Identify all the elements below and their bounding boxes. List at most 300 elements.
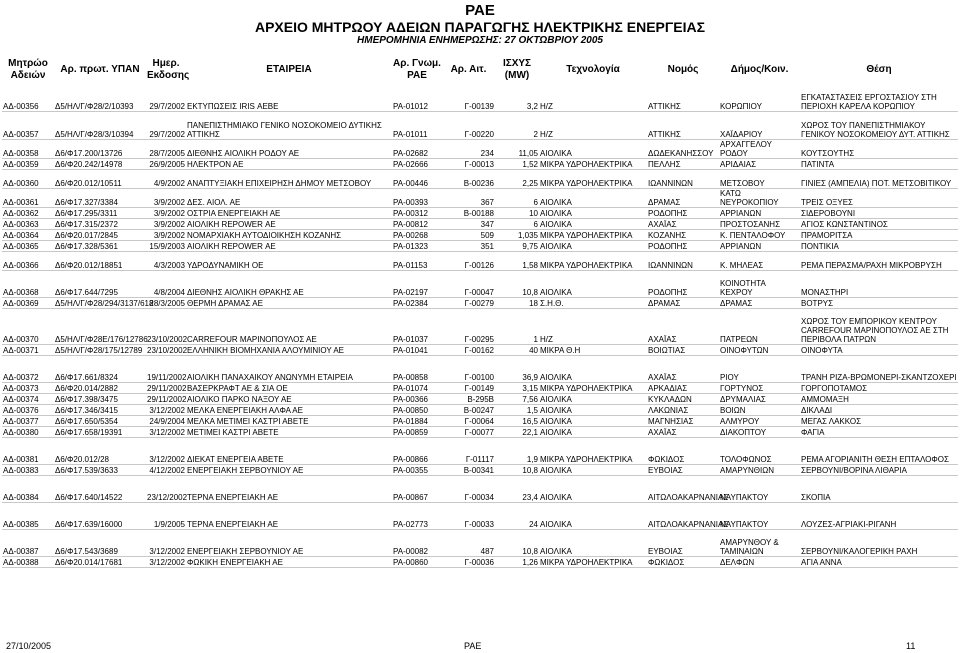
spacer-cell — [186, 309, 392, 318]
cell-date: 29/11/2002 — [147, 384, 187, 393]
cell-app: Γ-00077 — [442, 427, 495, 438]
cell-mw: 6 — [495, 189, 539, 208]
spacer-cell — [146, 309, 186, 318]
cell-company: ΗΛΕΚΤΡΟΝ ΑΕ — [186, 159, 392, 170]
cell-date: 4/3/2003 — [146, 260, 186, 271]
spacer-cell — [539, 503, 647, 512]
page-subtitle: ΑΡΧΕΙΟ ΜΗΤΡΩΟΥ ΑΔΕΙΩΝ ΠΑΡΑΓΩΓΗΣ ΗΛΕΚΤΡΙΚΗΣ ΕΝΕΡΓΕΙΑΣ — [254, 19, 706, 35]
cell-date: 4/9/2002 — [146, 170, 186, 189]
spacer-cell — [539, 438, 647, 447]
table-row — [2, 538, 958, 557]
cell-mw: 10 — [495, 208, 539, 219]
cell-app: Β-00188 — [442, 208, 495, 219]
cell-tech: ΜΙΚΡΑ ΥΔΡΟΗΛΕΚΤΡΙΚΑ — [539, 383, 647, 394]
cell-app: Γ-00033 — [442, 511, 495, 530]
spacer-cell — [800, 356, 958, 365]
cell-tech: ΜΙΚΡΑ ΥΔΡΟΗΛΕΚΤΡΙΚΑ — [539, 260, 647, 271]
cell-reg: ΑΔ-00368 — [2, 279, 54, 298]
cell-loc: ΜΟΝΑΣΤΗΡΙ — [800, 279, 958, 298]
cell-tech: Η/Ζ — [539, 112, 647, 140]
spacer-cell — [800, 503, 958, 512]
cell-mun: ΧΑΪΔΑΡΙΟΥ — [719, 112, 800, 140]
cell-opinion: ΡΑ-00446 — [392, 170, 442, 189]
cell-date: 3/12/2002 — [146, 538, 186, 557]
table-row — [2, 208, 958, 219]
spacer-cell — [186, 530, 392, 539]
footer-date: 27/10/2005 — [6, 641, 52, 651]
cell-proto: Δ6/Φ17.295/3311 — [54, 208, 146, 219]
cell-date: 23/10/2002 — [146, 317, 186, 345]
cell-loc: ΑΓΙΑ ΑΝΝΑ — [800, 557, 958, 568]
cell-loc: ΦΑΓΙΑ — [800, 427, 958, 438]
spacer-cell — [186, 356, 392, 365]
cell-company: ΑΙΟΛΙΚΟ ΠΑΡΚΟ ΝΑΞΟΥ ΑΕ — [186, 394, 392, 405]
spacer-cell — [495, 309, 539, 318]
cell-app: Γ-00034 — [442, 484, 495, 503]
cell-reg: ΑΔ-00372 — [2, 364, 54, 383]
spacer-cell — [647, 309, 719, 318]
cell-loc: ΕΓΚΑΤΑΣΤΑΣΕΙΣ ΕΡΓΟΣΤΑΣΙΟΥ ΣΤΗ ΠΕΡΙΟΧΗ ΚΑΡΕΛΑ ΚΟΡΩΠΙΟΥ — [800, 93, 958, 112]
cell-app: Γ-00064 — [442, 416, 495, 427]
spacer-cell — [800, 309, 958, 318]
cell-tech: ΜΙΚΡΑ ΥΔΡΟΗΛΕΚΤΡΙΚΑ — [539, 159, 647, 170]
spacer-cell — [800, 438, 958, 447]
cell-proto: Δ6/Φ17.398/3475 — [54, 394, 146, 405]
cell-loc: ΠΑΤΙΝΤΑ — [800, 159, 958, 170]
cell-tech: ΜΙΚΡΑ ΥΔΡΟΗΛΕΚΤΡΙΚΑ — [539, 230, 647, 241]
spacer-cell — [647, 503, 719, 512]
cell-reg: ΑΔ-00374 — [2, 394, 54, 405]
cell-proto: Δ5/ΗΛ/Γ/Φ28/2/10393 — [54, 93, 146, 112]
table-row — [2, 279, 958, 298]
spacer-cell — [495, 503, 539, 512]
spacer-cell — [539, 271, 647, 280]
cell-proto: Δ6/Φ17.539/3633 — [54, 465, 146, 476]
cell-date: 4/12/2002 — [146, 465, 186, 476]
spacer-cell — [442, 438, 495, 447]
cell-mun: ΓΟΡΤΥΝΟΣ — [719, 383, 800, 394]
cell-proto: Δ6/Φ17.346/3415 — [54, 405, 146, 416]
cell-date: 28/7/2005 — [146, 140, 186, 159]
cell-mw: 3,15 — [495, 383, 539, 394]
cell-date: 3/9/2002 — [146, 230, 186, 241]
cell-proto: Δ6/Φ20.014/2882 — [54, 383, 146, 394]
spacer-cell — [442, 356, 495, 365]
cell-pref: ΑΙΤΩΛΟΑΚΑΡΝΑΝΙΑΣ — [647, 511, 719, 530]
cell-date: 29/11/2002 — [147, 395, 187, 404]
cell-proto: Δ6/Φ20.012/10511 — [54, 170, 146, 189]
cell-mun: ΒΟΙΩΝ — [719, 405, 800, 416]
cell-mw: 40 — [495, 345, 539, 356]
table-row — [2, 416, 958, 427]
cell-app: Γ-00100 — [442, 364, 495, 383]
spacer-cell — [2, 503, 54, 512]
cell-app: Γ-00279 — [442, 298, 495, 309]
cell-tech: ΑΙΟΛΙΚΑ — [539, 484, 647, 503]
spacer-cell — [442, 271, 495, 280]
cell-mw: 1,26 — [495, 557, 539, 568]
spacer-cell — [392, 309, 442, 318]
cell-opinion: ΡΑ-00393 — [392, 189, 442, 208]
cell-pref: ΡΟΔΟΠΗΣ — [647, 241, 719, 252]
spacer-cell — [539, 309, 647, 318]
spacer-cell — [495, 271, 539, 280]
cell-tech: ΜΙΚΡΑ ΥΔΡΟΗΛΕΚΤΡΙΚΑ — [539, 446, 647, 465]
spacer-cell — [186, 476, 392, 485]
cell-company: ΜΕΛΚΑ ΕΝΕΡΓΕΙΑΚΗ ΑΛΦΑ ΑΕ — [186, 405, 392, 416]
cell-opinion: ΡΑ-00082 — [392, 538, 442, 557]
cell-pref: ΑΡΚΑΔΙΑΣ — [647, 383, 719, 394]
spacer-cell — [186, 252, 392, 261]
cell-mun: ΑΡΧΑΓΓΕΛΟΥ ΡΟΔΟΥ — [719, 140, 800, 159]
spacer-cell — [392, 252, 442, 261]
spacer-cell — [392, 438, 442, 447]
col-opinion: Αρ. Γνωμ. ΡΑΕ — [393, 58, 441, 81]
cell-mun: ΑΡΡΙΑΝΩΝ — [719, 208, 800, 219]
cell-pref: ΚΥΚΛΑΔΩΝ — [647, 394, 719, 405]
cell-tech: ΑΙΟΛΙΚΑ — [539, 538, 647, 557]
cell-pref: ΙΩΑΝΝΙΝΩΝ — [647, 170, 719, 189]
table-row — [2, 405, 958, 416]
cell-company: ΦΩΚΙΚΗ ΕΝΕΡΓΕΙΑΚΗ ΑΕ — [186, 557, 392, 568]
cell-company: ΑΙΟΛΙΚΗ REPOWER ΑΕ — [186, 241, 392, 252]
cell-opinion: ΡΑ-01041 — [392, 345, 442, 356]
page-footer — [0, 641, 960, 653]
cell-proto: Δ6/Φ17.640/14522 — [54, 484, 146, 503]
cell-loc: ΑΓΙΟΣ ΚΩΝΣΤΑΝΤΙΝΟΣ — [800, 219, 958, 230]
cell-mw: 1,035 — [495, 230, 539, 241]
cell-tech: ΑΙΟΛΙΚΑ — [539, 189, 647, 208]
cell-mw: 24 — [495, 511, 539, 530]
spacer-cell — [495, 252, 539, 261]
cell-mun: ΤΟΛΟΦΩΝΟΣ — [719, 446, 800, 465]
cell-tech: ΑΙΟΛΙΚΑ — [539, 394, 647, 405]
cell-opinion: ΡΑ-01153 — [392, 260, 442, 271]
cell-opinion: ΡΑ-02666 — [392, 159, 442, 170]
cell-loc: ΚΟΥΤΣΟΥΤΗΣ — [800, 140, 958, 159]
spacer-cell — [539, 356, 647, 365]
cell-company: ΥΔΡΟΔΥΝΑΜΙΚΗ ΟΕ — [186, 260, 392, 271]
cell-proto: Δ6/Φ17.661/8324 — [54, 364, 146, 383]
spacer-cell — [539, 476, 647, 485]
cell-mun: ΚΟΡΩΠΙΟΥ — [719, 93, 800, 112]
cell-proto: Δ6/Φ17.315/2372 — [54, 219, 146, 230]
spacer-cell — [647, 530, 719, 539]
spacer-cell — [719, 503, 800, 512]
cell-pref: ΠΕΛΛΗΣ — [647, 159, 719, 170]
cell-mun: ΜΕΤΣΟΒΟΥ — [719, 170, 800, 189]
cell-app: Β-295Β — [442, 394, 495, 405]
cell-company: ΕΚΤΥΠΩΣΕΙΣ IRIS ΑΕΒΕ — [186, 93, 392, 112]
spacer-cell — [495, 530, 539, 539]
cell-reg: ΑΔ-00366 — [2, 260, 54, 271]
cell-pref: ΑΧΑΪΑΣ — [647, 219, 719, 230]
cell-loc: ΡΕΜΑ ΑΓΟΡΙΑΝΙΤΗ ΘΕΣΗ ΕΠΤΑΛΟΦΟΣ — [800, 446, 958, 465]
cell-loc: ΟΙΝΟΦΥΤΑ — [800, 345, 958, 356]
cell-pref: ΔΩΔΕΚΑΝΗΣΣΟΥ — [647, 140, 719, 159]
cell-pref: ΚΟΖΑΝΗΣ — [647, 230, 719, 241]
update-date: ΗΜΕΡΟΜΗΝΙΑ ΕΝΗΜΕΡΩΣΗΣ: 27 ΟΚΤΩΒΡΙΟΥ 2005 — [357, 35, 603, 46]
cell-mw: 10,8 — [495, 538, 539, 557]
cell-reg: ΑΔ-00362 — [2, 208, 54, 219]
cell-date: 1/9/2005 — [146, 511, 186, 530]
cell-reg: ΑΔ-00363 — [2, 219, 54, 230]
col-registry: Μητρώο Αδειών — [8, 58, 48, 81]
cell-proto: Δ6/Φ20.017/2845 — [54, 230, 146, 241]
cell-loc: ΔΙΚΛΑΔΙ — [800, 405, 958, 416]
col-power: ΙΣΧΥΣ (MW) — [502, 58, 532, 81]
cell-company: ΤΕΡΝΑ ΕΝΕΡΓΕΙΑΚΗ ΑΕ — [186, 484, 392, 503]
spacer-cell — [2, 476, 54, 485]
cell-date: 29/7/2002 — [146, 112, 186, 140]
cell-company: ΜΕΤΙΜΕΙ ΚΑΣΤΡΙ ΑΒΕΤΕ — [186, 427, 392, 438]
cell-mun: ΑΡΡΙΑΝΩΝ — [719, 241, 800, 252]
cell-opinion: ΡΑ-01323 — [392, 241, 442, 252]
cell-reg: ΑΔ-00387 — [2, 538, 54, 557]
cell-tech: ΑΙΟΛΙΚΑ — [539, 208, 647, 219]
table-row — [2, 159, 958, 170]
spacer-cell — [442, 476, 495, 485]
cell-date: 3/9/2002 — [146, 219, 186, 230]
cell-reg: ΑΔ-00380 — [2, 427, 54, 438]
cell-reg: ΑΔ-00361 — [2, 189, 54, 208]
cell-app: Β-00247 — [442, 405, 495, 416]
cell-mun: ΟΙΝΟΦΥΤΩΝ — [719, 345, 800, 356]
spacer-cell — [392, 530, 442, 539]
spacer-cell — [442, 309, 495, 318]
cell-proto: Δ6/Φ20.242/14978 — [54, 159, 146, 170]
cell-loc: ΣΚΟΠΙΑ — [800, 484, 958, 503]
cell-opinion: ΡΑ-00268 — [392, 230, 442, 241]
cell-company: ΑΝΑΠΤΥΞΙΑΚΗ ΕΠΙΧΕΙΡΗΣΗ ΔΗΜΟΥ ΜΕΤΣΟΒΟΥ — [186, 170, 392, 189]
cell-app: Γ-00036 — [442, 557, 495, 568]
table-row — [2, 112, 958, 140]
cell-proto: Δ6/Φ17.327/3384 — [54, 189, 146, 208]
cell-proto: Δ6/Φ17.658/19391 — [54, 427, 146, 438]
cell-company: CARREFOUR ΜΑΡΙΝΟΠΟΥΛΟΣ ΑΕ — [186, 317, 392, 345]
table-row — [2, 557, 958, 568]
cell-app: Γ-00126 — [442, 260, 495, 271]
table-row — [2, 219, 958, 230]
cell-mw: 1,58 — [495, 260, 539, 271]
cell-opinion: ΡΑ-00366 — [392, 394, 442, 405]
cell-opinion: ΡΑ-01074 — [392, 383, 442, 394]
spacer-cell — [495, 438, 539, 447]
licenses-table — [2, 47, 958, 568]
cell-mw: 2,25 — [495, 170, 539, 189]
page-title: ΡΑΕ — [465, 2, 495, 19]
cell-app: 509 — [442, 230, 495, 241]
cell-loc: ΤΡΑΝΗ ΡΙΖΑ-ΒΡΩΜΟΝΕΡΙ-ΣΚΑΝΤΖΟΧΕΡΙ — [800, 364, 958, 383]
spacer-cell — [146, 476, 186, 485]
cell-app: Γ-00162 — [442, 345, 495, 356]
table-row — [2, 511, 958, 530]
cell-mw: 18 — [495, 298, 539, 309]
cell-date: 28/3/2005 — [146, 298, 186, 309]
cell-app: Γ-00139 — [442, 93, 495, 112]
cell-mw: 2 — [495, 112, 539, 140]
cell-reg: ΑΔ-00383 — [2, 465, 54, 476]
cell-proto: Δ6/Φ17.543/3689 — [54, 538, 146, 557]
cell-company: ΝΟΜΑΡΧΙΑΚΗ ΑΥΤΟΔΙΟΙΚΗΣΗ ΚΟΖΑΝΗΣ — [186, 230, 392, 241]
cell-company: ΔΙΕΘΝΗΣ ΑΙΟΛΙΚΗ ΘΡΑΚΗΣ ΑΕ — [186, 279, 392, 298]
cell-app: Γ-00220 — [442, 112, 495, 140]
cell-tech: ΑΙΟΛΙΚΑ — [539, 364, 647, 383]
spacer-cell — [54, 438, 146, 447]
cell-proto: Δ6/Φ20.014/17681 — [54, 557, 146, 568]
cell-opinion: ΡΑ-02197 — [392, 279, 442, 298]
cell-reg: ΑΔ-00381 — [2, 446, 54, 465]
spacer-cell — [495, 476, 539, 485]
spacer-cell — [186, 271, 392, 280]
spacer-cell — [54, 530, 146, 539]
footer-page: 11 — [906, 641, 916, 651]
col-technology: Τεχνολογία — [566, 64, 620, 75]
cell-app: Γ-00295 — [442, 317, 495, 345]
cell-mun: ΔΕΛΦΩΝ — [719, 557, 800, 568]
cell-tech: ΑΙΟΛΙΚΑ — [539, 427, 647, 438]
cell-proto: Δ5/ΗΛ/Γ/Φ28/175/12789 — [54, 345, 146, 356]
cell-mw: 1 — [495, 317, 539, 345]
col-location: Θέση — [866, 64, 892, 75]
cell-company: ΔΕΣ. ΑΙΟΛ. ΑΕ — [186, 189, 392, 208]
cell-opinion: ΡΑ-00858 — [392, 364, 442, 383]
cell-reg: ΑΔ-00370 — [2, 317, 54, 345]
cell-pref: ΕΥΒΟΙΑΣ — [647, 465, 719, 476]
spacer-cell — [146, 438, 186, 447]
spacer-cell — [146, 356, 186, 365]
table-row — [2, 345, 958, 356]
spacer-cell — [719, 252, 800, 261]
cell-tech: ΑΙΟΛΙΚΑ — [539, 241, 647, 252]
cell-company: ΤΕΡΝΑ ΕΝΕΡΓΕΙΑΚΗ ΑΕ — [186, 511, 392, 530]
table-row — [2, 230, 958, 241]
spacer-cell — [442, 503, 495, 512]
table-row — [2, 364, 958, 383]
cell-mw: 6 — [495, 219, 539, 230]
cell-loc: ΧΩΡΟΣ ΤΟΥ ΕΜΠΟΡΙΚΟΥ ΚΕΝΤΡΟΥ CARREFOUR ΜΑΡΙΝΟΠΟΥΛΟΣ ΑΕ ΣΤΗ ΠΕΡΙΒΟΛΑ ΠΑΤΡΩΝ — [800, 317, 958, 345]
cell-reg: ΑΔ-00359 — [2, 159, 54, 170]
table-row — [2, 260, 958, 271]
cell-reg: ΑΔ-00356 — [2, 93, 54, 112]
spacer-cell — [647, 252, 719, 261]
cell-opinion: ΡΑ-00850 — [392, 405, 442, 416]
cell-mw: 1,9 — [495, 446, 539, 465]
cell-date: 19/11/2002 — [146, 364, 186, 383]
col-issue-date: Ημερ. Εκδοσης — [147, 58, 190, 81]
spacer-cell — [719, 438, 800, 447]
spacer-cell — [392, 503, 442, 512]
spacer-cell — [146, 503, 186, 512]
spacer-cell — [392, 271, 442, 280]
cell-mw: 3,2 — [495, 93, 539, 112]
spacer-cell — [442, 530, 495, 539]
cell-tech: ΑΙΟΛΙΚΑ — [539, 465, 647, 476]
col-application: Αρ. Αιτ. — [450, 64, 487, 75]
cell-opinion: ΡΑ-02773 — [392, 511, 442, 530]
cell-date: 23/12/2002 — [146, 484, 186, 503]
table-row — [2, 189, 958, 208]
cell-company: ΕΝΕΡΓΕΙΑΚΗ ΣΕΡΒΟΥΝΙΟΥ ΑΕ — [186, 465, 392, 476]
col-prefecture: Νομός — [667, 64, 699, 75]
cell-pref: ΦΩΚΙΔΟΣ — [647, 557, 719, 568]
cell-proto: Δ5/ΗΛ/Γ/Φ28/294/3137/618 — [55, 299, 154, 308]
cell-date: 3/9/2002 — [146, 189, 186, 208]
cell-loc: ΡΕΜΑ ΠΕΡΑΣΜΑ/ΡΑΧΗ ΜΙΚΡΟΒΡΥΣΗ — [800, 260, 958, 271]
cell-opinion: ΡΑ-00866 — [392, 446, 442, 465]
spacer-cell — [2, 356, 54, 365]
cell-mun: ΝΑΥΠΑΚΤΟΥ — [719, 484, 800, 503]
cell-opinion: ΡΑ-00860 — [392, 557, 442, 568]
spacer-cell — [2, 309, 54, 318]
cell-date: 29/7/2002 — [146, 93, 186, 112]
table-header-row — [2, 47, 958, 93]
cell-tech: ΑΙΟΛΙΚΑ — [539, 511, 647, 530]
cell-app: Γ-00013 — [442, 159, 495, 170]
cell-pref: ΒΟΙΩΤΙΑΣ — [647, 345, 719, 356]
cell-mw: 7,56 — [495, 394, 539, 405]
cell-loc: ΑΜΜΟΜΑΞΗ — [800, 394, 958, 405]
cell-date: 3/12/2002 — [146, 405, 186, 416]
spacer-cell — [539, 530, 647, 539]
cell-app: 234 — [442, 140, 495, 159]
cell-pref: ΔΡΑΜΑΣ — [647, 298, 719, 309]
cell-date: 26/9/2005 — [146, 159, 186, 170]
cell-proto: Δ6/Φ17.639/16000 — [54, 511, 146, 530]
cell-mun: ΚΟΙΝΟΤΗΤΑ ΚΕΧΡΟΥ — [719, 279, 800, 298]
cell-opinion: ΡΑ-02682 — [392, 140, 442, 159]
cell-mun: ΚΑΤΩ ΝΕΥΡΟΚΟΠΙΟΥ — [719, 189, 800, 208]
cell-mw: 9,75 — [495, 241, 539, 252]
cell-loc: ΣΙΔΕΡΟΒΟΥΝΙ — [800, 208, 958, 219]
cell-company: ΑΙΟΛΙΚΗ ΠΑΝΑΧΑΙΚΟΥ ΑΝΩΝΥΜΗ ΕΤΑΙΡΕΙΑ — [186, 364, 392, 383]
report-header — [0, 2, 960, 47]
cell-loc: ΠΟΝΤΙΚΙΑ — [800, 241, 958, 252]
spacer-cell — [719, 356, 800, 365]
cell-reg: ΑΔ-00377 — [2, 416, 54, 427]
cell-date: 24/9/2004 — [146, 416, 186, 427]
cell-proto: Δ5/ΗΛ/Γ/Φ28Ε/176/12786 — [54, 317, 146, 345]
cell-mw: 1,52 — [495, 159, 539, 170]
cell-date: 4/8/2004 — [146, 279, 186, 298]
cell-mw: 11,05 — [495, 140, 539, 159]
table-row — [2, 317, 958, 345]
spacer-cell — [54, 271, 146, 280]
spacer-cell — [2, 530, 54, 539]
table-row — [2, 484, 958, 503]
cell-tech: ΑΙΟΛΙΚΑ — [539, 219, 647, 230]
cell-mun: ΑΜΑΡΥΝΘΟΥ & ΤΑΜΙΝΑΙΩΝ — [719, 538, 800, 557]
cell-tech: ΑΙΟΛΙΚΑ — [539, 140, 647, 159]
spacer-cell — [647, 438, 719, 447]
spacer-cell — [186, 438, 392, 447]
cell-mun: Κ. ΠΕΝΤΑΛΟΦΟΥ — [719, 230, 800, 241]
spacer-row — [2, 252, 958, 261]
cell-app: 367 — [442, 189, 495, 208]
cell-company: ΑΙΟΛΙΚΗ REPOWER ΑΕ — [186, 219, 392, 230]
spacer-cell — [2, 271, 54, 280]
cell-mun: ΑΜΑΡΥΝΘΙΩΝ — [719, 465, 800, 476]
cell-app: Β-00341 — [442, 465, 495, 476]
cell-pref: ΛΑΚΩΝΙΑΣ — [647, 405, 719, 416]
spacer-cell — [495, 356, 539, 365]
table-row — [2, 140, 958, 159]
cell-loc: ΣΕΡΒΟΥΝΙ/ΚΑΛΟΓΕΡΙΚΗ ΡΑΧΗ — [800, 538, 958, 557]
table-row — [2, 93, 958, 112]
spacer-cell — [146, 271, 186, 280]
cell-company: ΔΙΕΚΑΤ ΕΝΕΡΓΕΙΑ ΑΒΕΤΕ — [186, 446, 392, 465]
cell-proto: Δ6/Φ17.650/5354 — [54, 416, 146, 427]
